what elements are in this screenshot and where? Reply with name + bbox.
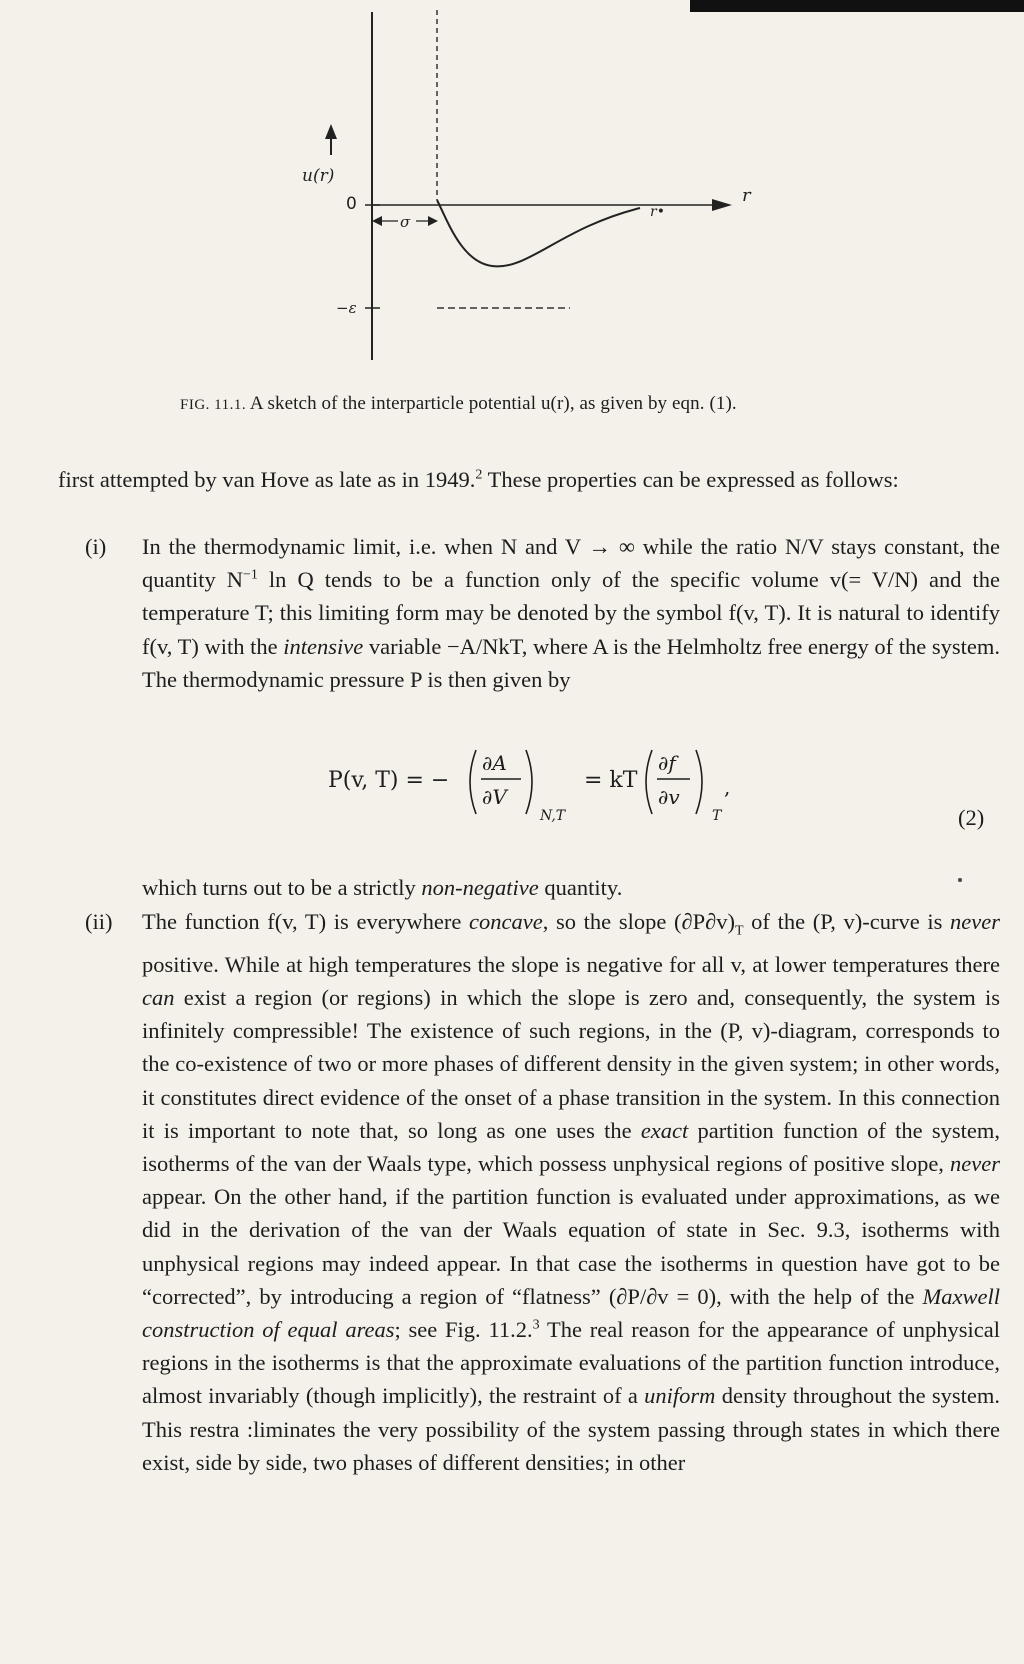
eq-paren-left-2 — [646, 750, 652, 814]
eq-paren-right-1 — [526, 750, 532, 814]
item-i-text-4: variable −A/NkT, where A is the Helmholtz free energy of the system. The thermodynamic pressure P is then given by — [142, 633, 1000, 692]
potential-curve — [437, 200, 640, 266]
item-ii-emph-never-2: never — [950, 1150, 1000, 1176]
eq-paren-right-2 — [696, 750, 702, 814]
item-number-i: (i) — [85, 534, 107, 559]
up-arrow-icon — [325, 124, 337, 139]
eq-dA: ∂A — [482, 751, 507, 775]
equation-number: (2) — [958, 805, 985, 830]
item-ii-text-1: The function f(v, T) is everywhere — [142, 909, 470, 934]
item-i-text-1: In the thermodynamic limit, i.e. when N and V → ∞ while the ratio N/V stays constant, the quantity N — [142, 534, 1000, 593]
zero-label: 0 — [346, 194, 357, 214]
item-ii-footnote-mark: 3 — [532, 1317, 540, 1333]
intro-text-a: first attempted by van Hove as late as in 1949. — [58, 467, 476, 492]
after-eq-text-1: which turns out to be a strictly — [142, 875, 422, 900]
eq-dv: ∂v — [658, 785, 680, 809]
eq-sub-NT: N,T — [540, 808, 566, 824]
eq-df: ∂f — [658, 751, 676, 775]
item-ii-text-3: , so the slope (∂P∂v) — [542, 909, 735, 934]
item-i-continuation — [85, 871, 1000, 904]
r-axis-arrowhead — [712, 199, 732, 211]
r-label: r — [742, 185, 751, 206]
item-i-continuation-body — [142, 871, 1000, 904]
u-r-label: u(r) — [302, 166, 335, 186]
item-ii-text-17: density throughout the system. This restra :liminates the very possibility of the system passing through states in which there exist, side by side, two phases of different densities; in other — [142, 1383, 1000, 1475]
item-ii-emph-maxwell: Maxwell construction of equal areas — [142, 1283, 1000, 1342]
item-ii-text-6: positive. While at high temperatures the slope is negative for all v, at lower temperatures there — [142, 951, 1000, 977]
intro-paragraph — [58, 463, 998, 496]
after-eq-emph-nonnegative: non-negative — [421, 875, 539, 900]
sigma-right-arrowhead — [428, 216, 438, 226]
item-body-ii — [142, 905, 1000, 1479]
item-ii-emph-can: can — [142, 984, 175, 1010]
eq-paren-left-1 — [470, 750, 476, 814]
item-ii-emph-uniform: uniform — [644, 1383, 716, 1409]
item-ii-text-14: ; see Fig. 11.2. — [394, 1316, 533, 1342]
equation-svg — [0, 740, 1024, 830]
figure-caption — [180, 393, 737, 415]
item-number-ii: (ii) — [85, 909, 113, 934]
item-i-emph-intensive: intensive — [283, 633, 364, 659]
sigma-label: σ — [400, 213, 411, 231]
figure-caption-text: A sketch of the interparticle potential u(r), as given by eqn. (1). — [246, 393, 737, 414]
item-ii-text-4: of the (P, v)-curve is — [743, 909, 951, 934]
eq-sub-T: T — [712, 808, 722, 824]
item-ii-emph-concave: concave — [469, 909, 543, 934]
item-i-text-2: ln Q tends to be a function only of the specific volume v(= V/N) and the temperature T; this limiting form may be denoted by the symbol f(v, T). It is natural to identify f(v, T) with the — [142, 567, 1001, 659]
list-item-i — [85, 530, 1000, 696]
eq-lhs: P(v, T) = − — [328, 768, 450, 793]
item-body-i — [142, 530, 1000, 696]
intro-footnote-mark: 2 — [475, 467, 483, 483]
item-i-sup: −1 — [243, 567, 258, 583]
figure-caption-prefix: FIG. 11.1. — [180, 397, 247, 413]
item-ii-text-8: exist a region (or regions) in which the slope is zero and, consequently, the system is infinitely compressible! The existence of such regions, in the (P, v)-diagram, corresponds to the co-existence of two or more phases of different density in the given system; in other words, it constitutes direct evidence of the onset of a phase transition in the system. In this connection it is important to note that, so long as one uses the — [142, 984, 1000, 1143]
item-ii-text-10: partition function of the system, isotherms of the van der Waals type, which possess unphysical regions of positive slope, — [142, 1117, 1000, 1176]
item-ii-sub-T: T — [734, 923, 744, 939]
equation-2 — [0, 740, 1024, 830]
eq-comma: , — [724, 775, 731, 799]
item-ii-text-12: appear. On the other hand, if the partition function is evaluated under approximations, as we did in the derivation of the van der Waals equation of state in Sec. 9.3, isotherms with unphysical regions may indeed appear. In that case the isotherms in question have got to be “corrected”, by introducing a region of “flatness” (∂P/∂v = 0), with the help of the — [142, 1184, 1000, 1309]
item-ii-emph-exact: exact — [640, 1117, 689, 1143]
item-ii-text-15: The real reason for the appearance of unphysical regions in the isotherms is that the approximate evaluations of the partition function introduce, almost invariably (though implicitly), the restraint of a — [142, 1316, 1000, 1409]
minus-eps-label: −ε — [336, 299, 357, 317]
after-eq-text-3: quantity. — [538, 875, 623, 900]
list-item-ii — [85, 905, 1000, 1479]
sigma-left-arrowhead — [372, 216, 382, 226]
eq-dV: ∂V — [482, 785, 507, 809]
potential-sketch — [0, 0, 1024, 400]
item-ii-emph-never-1: never — [950, 909, 1000, 934]
potential-figure — [0, 0, 1024, 414]
eq-mid: = kT — [584, 768, 638, 793]
intro-text-b: These properties can be expressed as follows: — [482, 467, 899, 492]
r-star-label: r• — [650, 204, 665, 220]
